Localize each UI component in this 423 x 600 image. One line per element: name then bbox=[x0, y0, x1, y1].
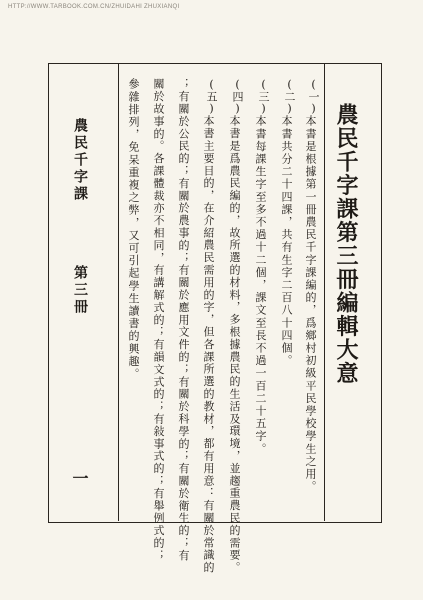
paragraph-1-line-1: 本書是根據第一冊農民千字課編的，爲鄉村初級平民學校學生之用。 bbox=[304, 115, 317, 493]
paragraph-number: (一) bbox=[307, 78, 320, 115]
paragraph-4-line-1: 本書是爲農民編的，故所選的材料，多根據農民的生活及環境，並趨重農民的需要。 bbox=[228, 115, 241, 574]
spine-rule bbox=[118, 63, 119, 521]
paragraph-5-line-2: ；有關於公民的；有關於農事的；有關於應用文件的；有關於科學的；有關於衛生的；有 bbox=[177, 78, 190, 562]
watermark: HTTP://WWW.TARBOOK.COM.CN/ZHUIDAHI ZHUXIANQI bbox=[8, 4, 180, 10]
paragraph-number: (四) bbox=[231, 78, 244, 115]
paragraph-5-line-3: 關於故事的。各課體裁亦不相同，有講解式的；有韻文式的；有敍事式的；有舉例式的； bbox=[152, 78, 165, 562]
paragraph-5-line-4: 參雜排列，免呆重複之弊，又可引起學生讀書的興趣。 bbox=[127, 78, 140, 381]
paragraph-number: (三) bbox=[257, 78, 270, 115]
book-title: 農民千字課 bbox=[72, 118, 88, 203]
page-title: 農民千字課第三冊編輯大意 bbox=[333, 103, 359, 385]
volume-label: 第三冊 bbox=[72, 265, 88, 316]
paragraph-number: (五) bbox=[205, 78, 218, 115]
page-number: 一 bbox=[70, 470, 89, 486]
paragraph-number: (二) bbox=[283, 78, 296, 115]
paragraph-2-line-1: 本書共分二十四課，共有生字二百八十四個。 bbox=[280, 115, 293, 367]
title-rule bbox=[324, 63, 325, 521]
paragraph-5-line-1: 本書主要目的，在介紹農民需用的字，但各課所選的教材，都有用意：有關於常識的 bbox=[202, 115, 215, 574]
paragraph-3-line-1: 本書每課生字至多不過十二個，課文至長不過一百二十五字。 bbox=[254, 115, 267, 456]
